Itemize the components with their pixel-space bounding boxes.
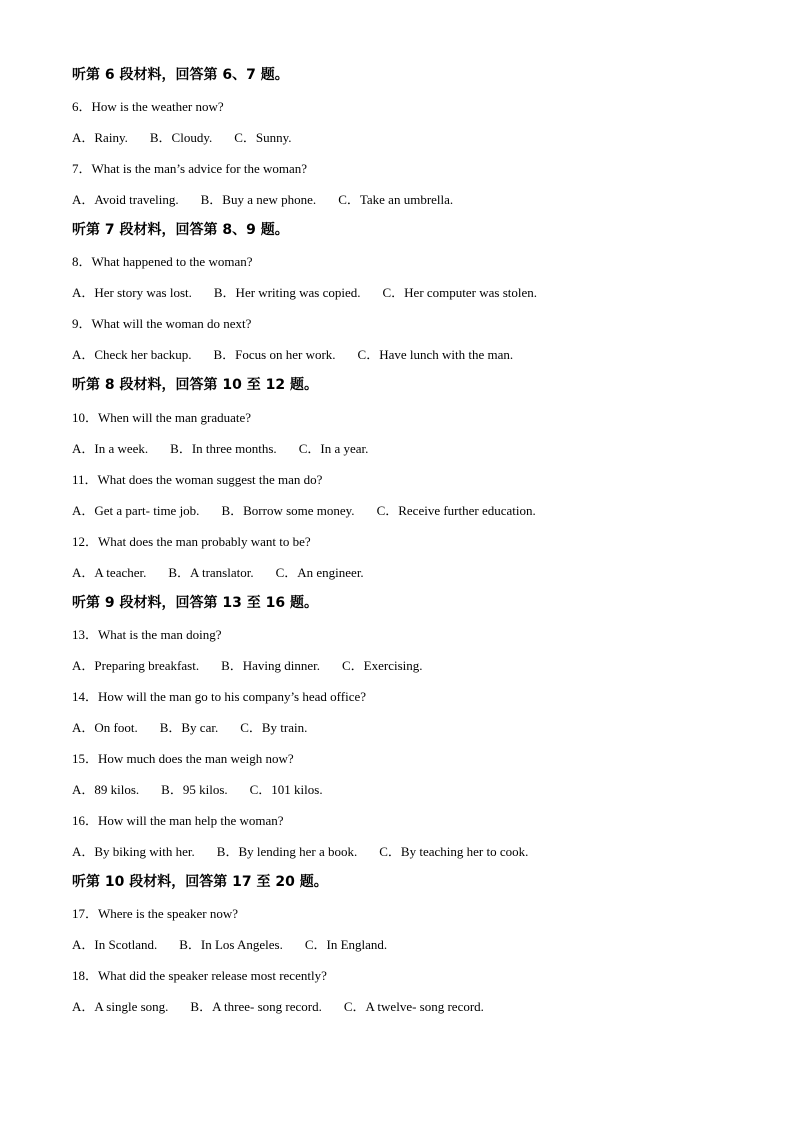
answer-option: B．Focus on her work. <box>213 347 336 363</box>
answer-option: B．In Los Angeles. <box>179 937 283 953</box>
answer-option: A．By biking with her. <box>72 844 195 860</box>
answer-options <box>72 339 732 370</box>
question-text: 12．What does the man probably want to be? <box>72 533 311 549</box>
answer-option: A．Get a part- time job. <box>72 502 200 518</box>
section-heading: 听第 10 段材料，回答第 17 至 20 题。 <box>72 874 328 891</box>
answer-options <box>72 712 732 743</box>
answer-options <box>72 122 732 153</box>
answer-option: A．In a week. <box>72 440 149 456</box>
question-text: 15．How much does the man weigh now? <box>72 751 294 767</box>
answer-option: A．Rainy. <box>72 130 128 146</box>
answer-option: A．On foot. <box>72 719 138 735</box>
answer-option: C．An engineer. <box>275 564 364 580</box>
answer-option: B．Having dinner. <box>221 657 321 673</box>
answer-option: C．101 kilos. <box>249 782 323 798</box>
answer-options <box>72 495 732 526</box>
answer-option: B．Buy a new phone. <box>200 192 317 208</box>
answer-option: B．By lending her a book. <box>216 844 358 860</box>
answer-option: A．A teacher. <box>72 564 147 580</box>
section-heading: 听第 8 段材料，回答第 10 至 12 题。 <box>72 377 318 394</box>
answer-option: C．By teaching her to cook. <box>379 844 529 860</box>
question-text: 11．What does the woman suggest the man do? <box>72 471 323 487</box>
answer-option: B．A three- song record. <box>190 999 322 1015</box>
answer-option: C．In England. <box>304 937 388 953</box>
answer-option: A．89 kilos. <box>72 782 140 798</box>
question-text: 10．When will the man graduate? <box>72 409 252 425</box>
exam-page <box>72 60 732 1022</box>
answer-option: A．A single song. <box>72 999 169 1015</box>
question-text: 7．What is the man’s advice for the woman? <box>72 161 308 177</box>
answer-option: A．Avoid traveling. <box>72 192 179 208</box>
answer-option: C．Sunny. <box>234 130 292 146</box>
section-heading: 听第 9 段材料，回答第 13 至 16 题。 <box>72 594 318 611</box>
answer-options <box>72 277 732 308</box>
section-heading: 听第 6 段材料，回答第 6、7 题。 <box>72 67 289 83</box>
answer-option: B．A translator. <box>168 564 254 580</box>
answer-options <box>72 929 732 960</box>
answer-options <box>72 557 732 588</box>
answer-option: C．Exercising. <box>342 657 423 673</box>
question-text: 17．Where is the speaker now? <box>72 906 239 922</box>
answer-option: B．In three months. <box>170 440 277 456</box>
section-heading: 听第 7 段材料，回答第 8、9 题。 <box>72 222 289 239</box>
answer-option: B．Her writing was copied. <box>213 285 361 301</box>
answer-option: C．A twelve- song record. <box>343 999 484 1015</box>
answer-options <box>72 650 732 681</box>
question-text: 13．What is the man doing? <box>72 626 222 642</box>
answer-option: B．By car. <box>159 719 219 735</box>
answer-option: C．Take an umbrella. <box>338 192 454 208</box>
answer-options <box>72 433 732 464</box>
answer-option: C．By train. <box>240 719 308 735</box>
answer-option: A．Check her backup. <box>72 347 192 363</box>
question-text: 6．How is the weather now? <box>72 99 224 115</box>
answer-option: B．Borrow some money. <box>221 502 355 518</box>
answer-options <box>72 184 732 215</box>
question-text: 14．How will the man go to his company’s head office? <box>72 688 367 704</box>
answer-option: C．Receive further education. <box>376 502 536 518</box>
question-text: 18．What did the speaker release most recently? <box>72 968 327 984</box>
answer-option: B．95 kilos. <box>161 782 228 798</box>
answer-option: A．Preparing breakfast. <box>72 657 200 673</box>
answer-option: A．In Scotland. <box>72 937 158 953</box>
question-text: 8．What happened to the woman? <box>72 254 253 270</box>
answer-options <box>72 774 732 805</box>
question-text: 9．What will the woman do next? <box>72 316 252 332</box>
answer-option: B．Cloudy. <box>149 130 213 146</box>
answer-option: C．Have lunch with the man. <box>357 347 514 363</box>
answer-option: A．Her story was lost. <box>72 285 192 301</box>
answer-option: C．Her computer was stolen. <box>382 285 538 301</box>
question-text: 16．How will the man help the woman? <box>72 813 284 829</box>
answer-options <box>72 991 732 1022</box>
answer-options <box>72 836 732 867</box>
answer-option: C．In a year. <box>298 440 369 456</box>
